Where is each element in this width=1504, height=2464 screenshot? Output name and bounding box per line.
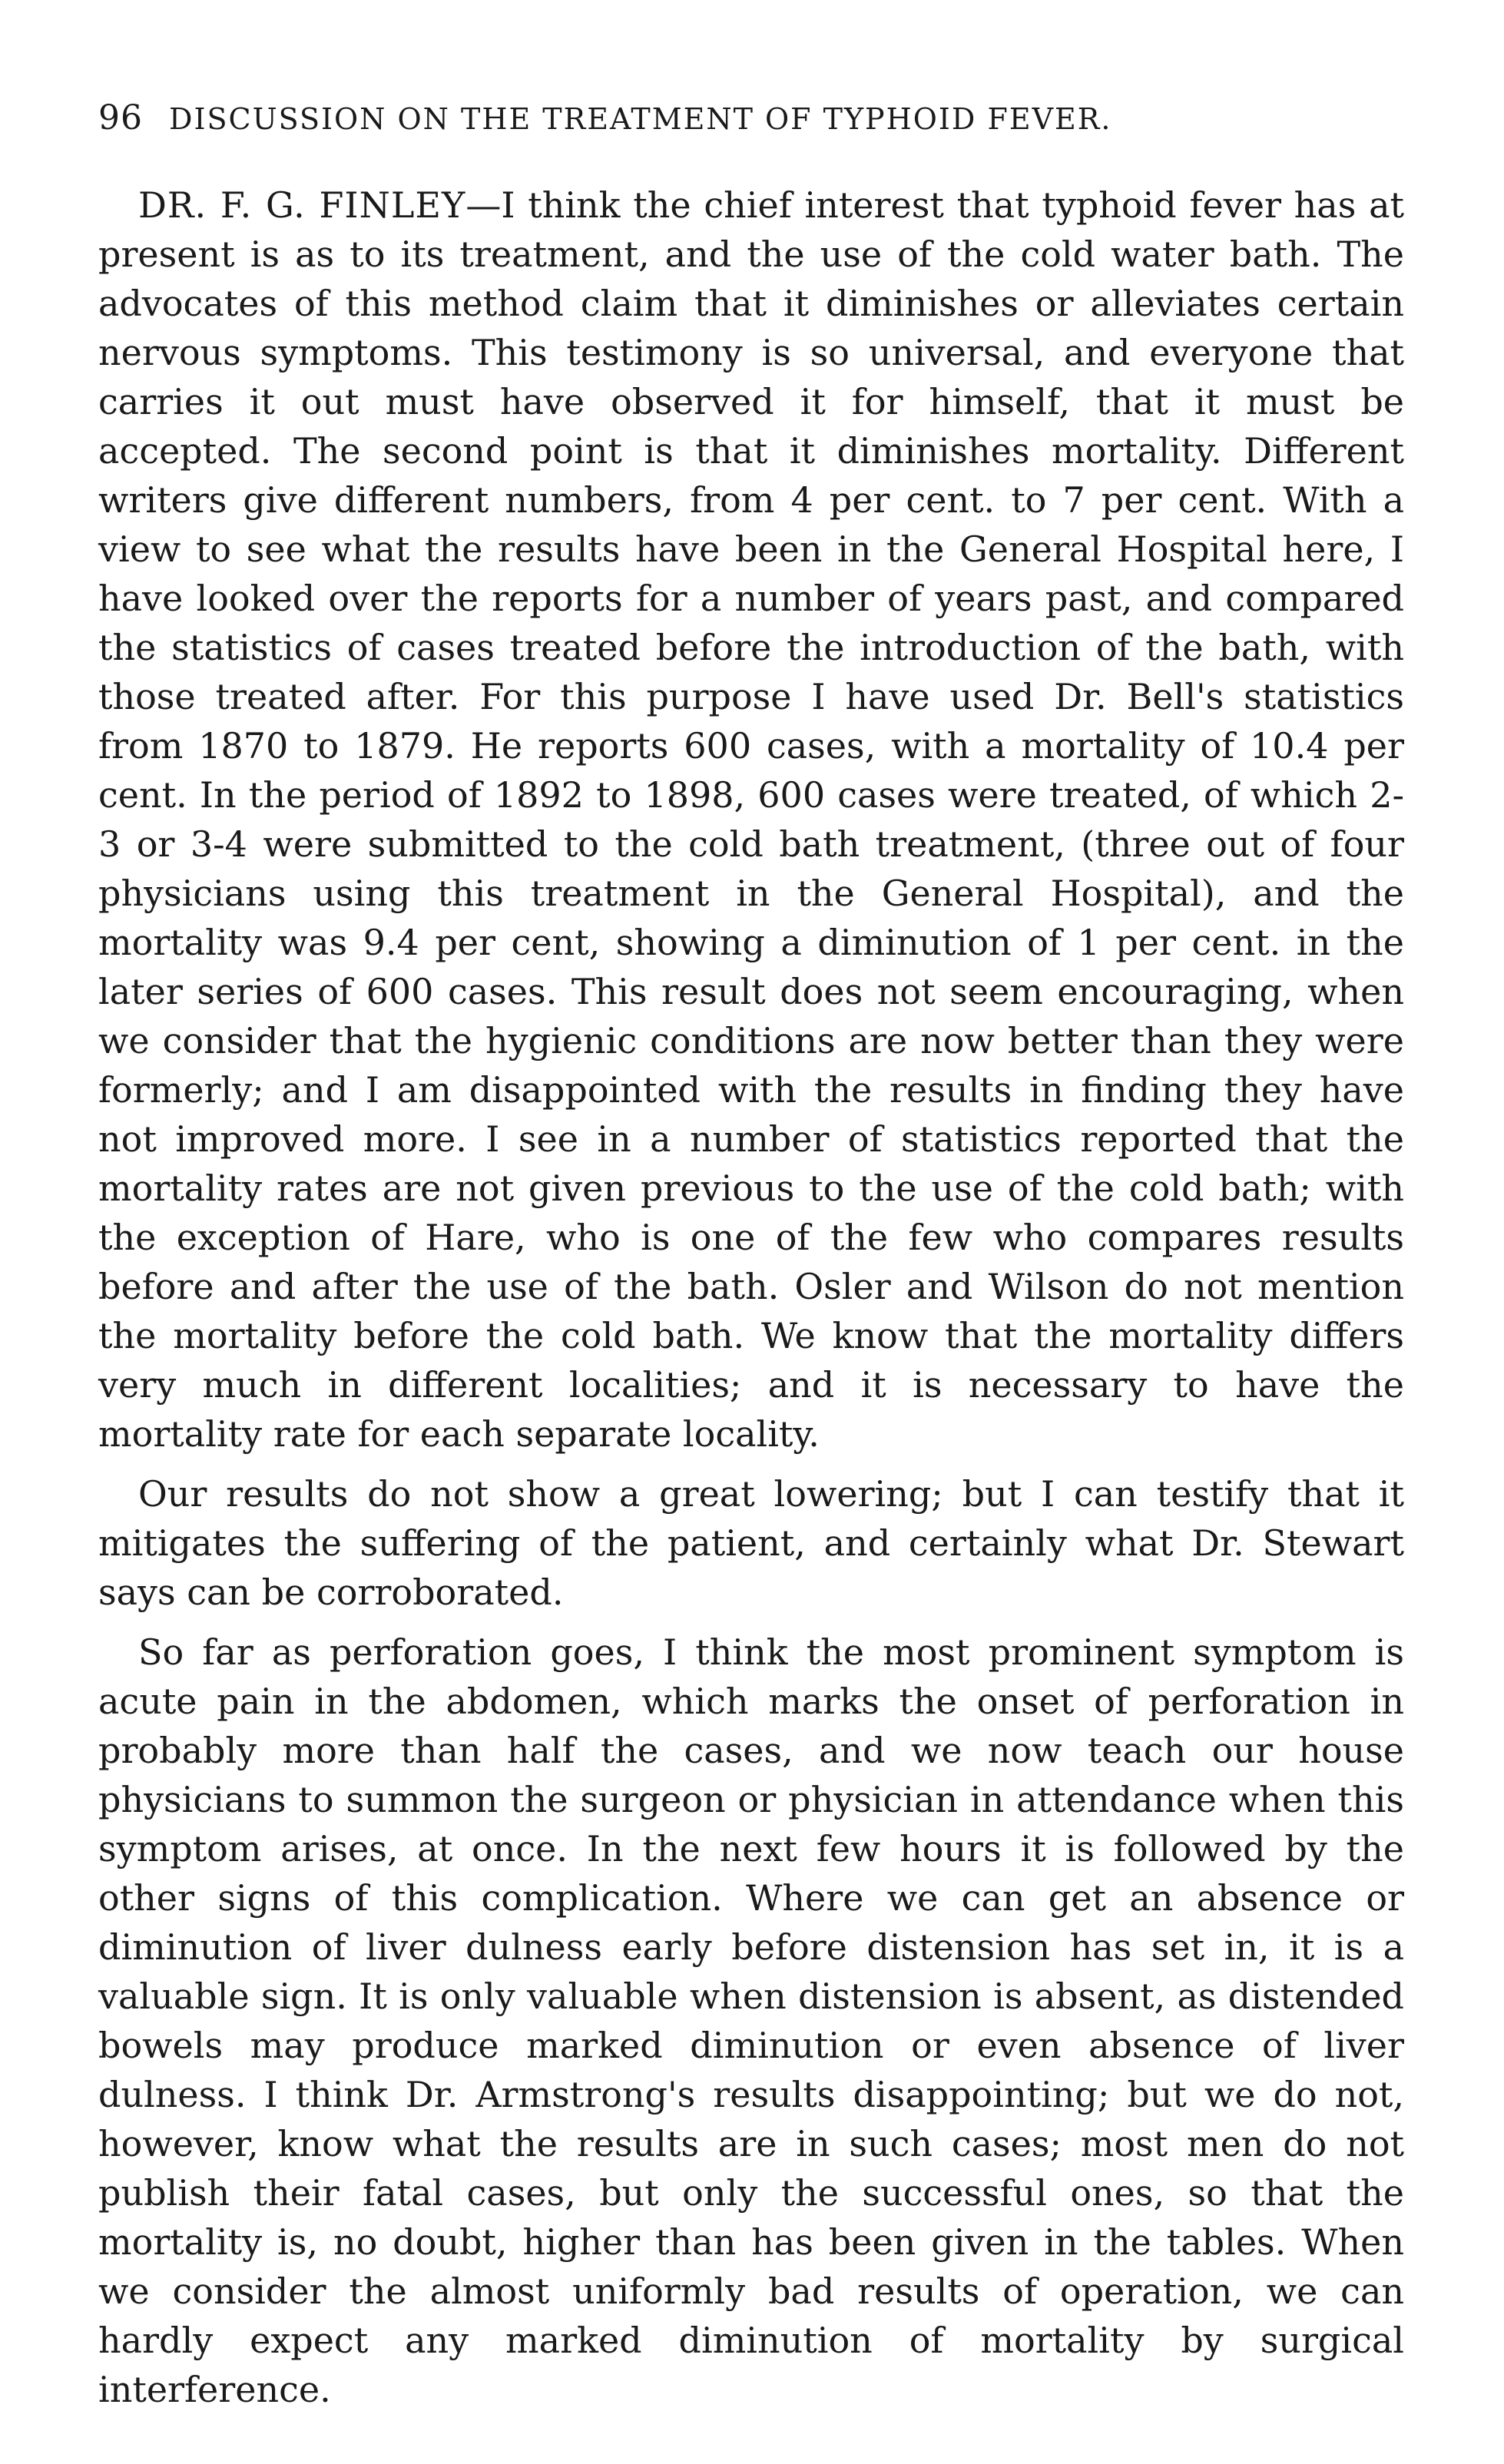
paragraph-2: Our results do not show a great lowering; but I can testify that it mitigates the suffering of the patient, and certainly what Dr. Stewart says can be corroborated.: [98, 1473, 1404, 1613]
running-title: DISCUSSION ON THE TREATMENT OF TYPHOID FEVER.: [169, 102, 1112, 136]
paragraph-1: [98, 180, 1404, 1459]
page-number: 96: [98, 98, 143, 137]
paragraph-3: So far as perforation goes, I think the most prominent symptom is acute pain in the abdomen, which marks the onset of perforation in probably more than half the cases, and we now teach our house physicians to summon the surgeon or physician in attendance when this symptom arises, at once. In the next few hours it is followed by the other signs of this complication. Where we can get an absence or diminution of liver dulness early before distension has set in, it is a valuable sign. It is only valuable when distension is absent, as distended bowels may produce marked diminution or even absence of liver dulness. I think Dr. Armstrong's results disappointing; but we do not, however, know what the results are in such cases; most men do not publish their fatal cases, but only the successful ones, so that the mortality is, no doubt, higher than has been given in the tables. When we consider the almost uniformly bad results of operation, we can hardly expect any marked diminution of mortality by surgical interference.: [98, 1631, 1404, 2410]
speaker-name: DR. F. G. FINLEY: [138, 184, 466, 226]
running-head: [98, 98, 1404, 137]
paragraph-1-text: —I think the chief interest that typhoid fever has at present is as to its treatment, and the use of the cold water bath. The advocates of this method claim that it diminishes or alleviates certain nervous symptoms. This testimony is so universal, and everyone that carries it out must have observed it for himself, that it must be accepted. The second point is that it diminishes mortality. Different writers give different numbers, from 4 per cent. to 7 per cent. With a view to see what the results have been in the General Hospital here, I have looked over the reports for a number of years past, and compared the statistics of cases treated before the introduction of the bath, with those treated after. For this purpose I have used Dr. Bell's statistics from 1870 to 1879. He reports 600 cases, with a mortality of 10.4 per cent. In the period of 1892 to 1898, 600 cases were treated, of which 2-3 or 3-4 were submitted to the cold bath treatment, (three out of four physicians using this treatment in the General Hospital), and the mortality was 9.4 per cent, showing a diminution of 1 per cent. in the later series of 600 cases. This result does not seem encouraging, when we consider that the hygienic conditions are now better than they were formerly; and I am disappointed with the results in finding they have not improved more. I see in a number of statistics reported that the mortality rates are not given previous to the use of the cold bath; with the exception of Hare, who is one of the few who compares results before and after the use of the bath. Osler and Wilson do not mention the mortality before the cold bath. We know that the mortality differs very much in different localities; and it is necessary to have the mortality rate for each separate locality.: [98, 184, 1404, 1455]
body-text: [98, 180, 1404, 2414]
